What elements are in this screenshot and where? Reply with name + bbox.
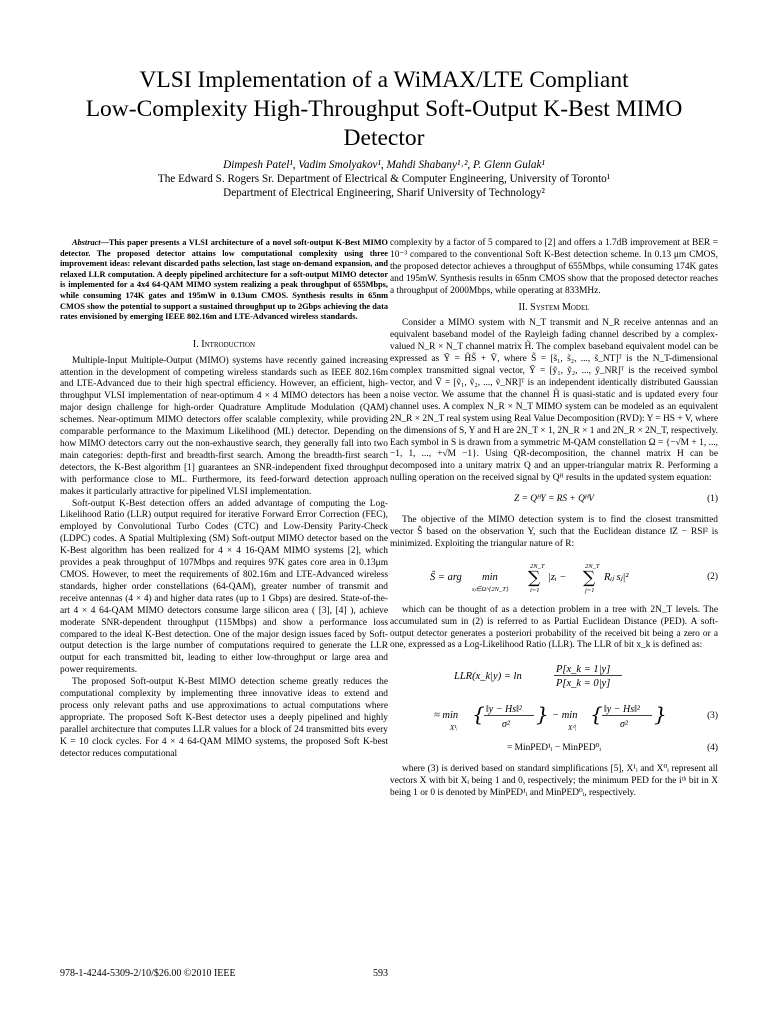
eq3-brace-close-1: } [536, 702, 549, 727]
eq3-brace-open-1: { [472, 702, 485, 727]
equation-3 [390, 700, 718, 734]
right-paragraph-continued: complexity by a factor of 5 compared to [2] and offers a 1.7dB improvement at BER = 10⁻³ compared to the conventional Soft K-Best detection scheme. In 0.13 μm CMOS, the proposed detector achieves a throughput of 655Mbps, while consuming 174K gates and 195mW. Synthesis results in 65nm CMOS show that the proposed detector reaches a throughput of 2000Mbps, while operating at 833MHz. [390, 238, 718, 296]
eq2-sum2-top: 2N_T [585, 562, 600, 570]
equation-3-number: (3) [707, 711, 718, 722]
llr-numerator: P[x_k = 1|y] [556, 664, 611, 676]
equation-3-graphic [434, 700, 674, 734]
section-heading-system-model: II. System Model [518, 301, 590, 313]
abstract [60, 238, 388, 323]
equation-1-body: Z = QᴴY = RS + QᴴV [514, 494, 594, 505]
eq3-sub1: X¹ᵢ [450, 724, 458, 733]
author-names: Dimpesh Patel¹, Vadim Smolyakov¹, Mahdi Shabany¹˒², P. Glenn Gulak¹ [223, 159, 545, 171]
system-paragraph-3: which can be thought of as a detection problem in a tree with 2N_T levels. The accumulated sum in (2) is referred to as Partial Euclidean Distance (PED). A soft-output detector generates a posteriori probability of the received bit being a zero or a one, expressed as a Log-Likelihood Ratio (LLR). The LLR of bit x_k is defined as: [390, 604, 718, 651]
eq3-frac1-denominator: σ² [502, 719, 510, 731]
system-paragraph-4: where (3) is derived based on standard simplifications [5], X¹ᵢ and X⁰ᵢ represent all vectors X with bit Xᵢ being 1 and 0, respectively; the minimum PED for the iᵗʰ bit in X being 1 or 0 is denoted by MinPED¹ᵢ and MinPED⁰ᵢ, respectively. [390, 764, 718, 799]
eq3-frac2-numerator: ‖y − Hs‖² [604, 704, 640, 716]
equation-4 [390, 743, 718, 755]
eq2-sum2-bottom: j=1 [585, 586, 595, 594]
author-block [40, 158, 728, 200]
eq2-body: |zᵢ − [548, 571, 567, 583]
equation-4-number: (4) [707, 743, 718, 754]
left-column [60, 238, 388, 760]
paper-title [40, 66, 728, 153]
eq3-minus-min: − min [552, 710, 578, 722]
eq3-brace-open-2: { [590, 702, 603, 727]
section-heading-introduction: I. Introduction [192, 338, 256, 350]
equation-llr [390, 661, 718, 691]
eq3-frac1-numerator: ‖y − Hs‖² [486, 704, 522, 716]
equation-2 [390, 560, 718, 596]
footer-copyright: 978-1-4244-5309-2/10/$26.00 ©2010 IEEE [60, 968, 236, 979]
equation-2-graphic [424, 560, 684, 596]
equation-1-number: (1) [707, 494, 718, 505]
eq3-approx-min: ≈ min [434, 710, 459, 722]
eq3-brace-close-2: } [654, 702, 667, 727]
equation-1 [390, 494, 718, 506]
eq2-sum1-top: 2N_T [530, 562, 545, 570]
system-paragraph-2: The objective of the MIMO detection system is to find the closest transmitted vector Ŝ based on the observation Y, such that the Euclidean distance ‖Z − RS‖² is minimized. Exploiting the triangular nature of R: [390, 515, 718, 549]
intro-paragraph-3: The proposed Soft-output K-Best MIMO detection scheme greatly reduces the computational complexity by implementing three innovative ideas to extend and process only relevant paths and use approximations to actual computations where appropriate. The proposed Soft K-Best detector uses a deeply pipelined and highly parallel architecture that computes LLR values for a block of 24 transmitted bits every K = 10 clock cycles. For 4 × 4 64-QAM MIMO systems, the proposed Soft K-best detector reduces computational [60, 677, 388, 759]
abstract-label: Abstract— [72, 238, 109, 247]
eq3-frac2-denominator: σ² [620, 719, 628, 731]
equation-2-number: (2) [707, 571, 718, 582]
affiliation-1: The Edward S. Rogers Sr. Department of Electrical & Computer Engineering, University of Toronto¹ [157, 173, 611, 185]
title-line-1: VLSI Implementation of a WiMAX/LTE Compliant [139, 67, 629, 93]
eq2-sum1-symbol: ∑ [528, 567, 541, 588]
eq2-sum2-symbol: ∑ [583, 567, 596, 588]
title-line-2: Low-Complexity High-Throughput Soft-Output K-Best MIMO [85, 96, 683, 122]
eq2-sum1-bottom: i=1 [530, 586, 540, 594]
equation-llr-graphic [454, 661, 654, 691]
eq2-body2: Rᵢⱼ sⱼ|² [604, 571, 629, 583]
eq2-min: min [482, 571, 498, 583]
eq3-sub0: X⁰ᵢ [568, 724, 577, 733]
intro-paragraph-2: Soft-output K-Best detection offers an added advantage of computing the Log-Likelihood Ratio (LLR) output required for iterative Forward Error Correction (FEC), employed by Convolutional Turbo Codes (CTC) and Low-Density Parity-Check (LDPC) codes. A Spatial Multiplexing (SM) Soft-output MIMO detector based on the K-Best algorithm has been realized for 4 × 4 16-QAM MIMO systems [2], which provides a peak throughput of 107Mbps and requires 97K gates core area in 0.13μm CMOS. However, to meet the requirements of 802.16m and LTE-Advanced wireless standards, higher order constellations (64-QAM), greater number of transmit and receive antennas (4 × 4) and higher data rates (up to 1 Gbps) are desired. State-of-the-art 4 × 4 64-QAM MIMO detectors consume large silicon area ( [3], [4] ), achieve moderate SNR-dependent throughput (115Mbps) and show a performance loss compared to the ideal K-Best detection. One of the major design issues faced by Soft-output detection is the large number of computations required to generate the LLR output for each transmitted bit, leading to either low-throughput or large area and power requirements. [60, 498, 388, 676]
page-number: 593 [373, 968, 388, 979]
llr-denominator: P[x_k = 0|y] [556, 678, 611, 690]
eq2-lhs: Ŝ = arg [430, 571, 462, 583]
llr-lhs: LLR(x_k|y) = ln [454, 671, 522, 683]
intro-paragraph-1: Multiple-Input Multiple-Output (MIMO) systems have recently gained increasing attention in the development of competing wireless standards such as IEEE 802.16m and LTE-Advanced due to their high spectral efficiency. However, an efficient, high-throughput VLSI implementation of near-optimum 4 × 4 MIMO detectors has been a major design challenge for high-order Quadrature Amplitude Modulation (QAM) schemes. Near-optimum MIMO detectors offer scalable complexity, while providing comparable performance to the Maximum Likelihood (ML) detector. Depending on how MIMO detectors carry out the non-exhaustive search, they generally fall into two main categories: depth-first and breadth-first search. Among the breadth-first search detectors, the K-Best algorithm [1] guarantees an SNR-independent fixed throughput with performance close to ML. Furthermore, its feed-forward detection approach makes it particularly attractive for pipelined VLSI implementation. [60, 355, 388, 497]
abstract-text: This paper presents a VLSI architecture of a novel soft-output K-Best MIMO detector. The proposed detector attains low computational complexity using three improvement ideas: relevant discarded paths selection, last stage on-demand expansion, and relaxed LLR computation. A deeply pipelined architecture for a soft-output MIMO detector is implemented for a 4x4 64-QAM MIMO system realizing a peak throughput of 655Mbps, while consuming 174K gates and 195mW in 0.13um CMOS. Synthesis results in 65nm CMOS show the potential to support a sustained throughput up to 2Gbps achieving the data rates envisioned by emerging IEEE 802.16m and LTE-Advanced wireless standards. [60, 238, 388, 322]
eq2-subscript: sⱼ∈Ω^{2N_T} [472, 585, 509, 593]
system-paragraph-1: Consider a MIMO system with N_T transmit and N_R receive antennas and an equivalent baseband model of the Rayleigh fading channel described by a complex-valued N_R × N_T channel matrix H̃. The complex baseband equivalent model can be expressed as Ỹ = H̃S̃ + Ṽ, where S̃ = [s̃₁, s̃₂, ..., s̃_NT]ᵀ is the N_T-dimensional complex transmitted signal vector, Ỹ = [ỹ₁, ỹ₂, ..., ỹ_NR]ᵀ is the received symbol vector, and Ṽ = [ṽ₁, ṽ₂, ..., ṽ_NR]ᵀ is an independent identically distributed Gaussian noise vector. We assume that the channel H̃ is quasi-static and is updated every four channel uses. A complex N_R × N_T MIMO system can be modeled as an equivalent 2N_R × 2N_T real system using Real Value Decomposition (RVD): Y = HS + V, where the dimensions of S, Y and H are 2N_T × 1, 2N_R × 1 and 2N_R × 2N_T, respectively. Each symbol in S is drawn from a symmetric M-QAM constellation Ω = {−√M + 1, ..., −1, 1, ..., +√M −1}. Using QR-decomposition, the channel matrix H can be decomposed into a unitary matrix Q and an upper-triangular matrix R. Performing a nulling operation on the received signal by Qᴴ results in the updated system equation: [390, 318, 718, 484]
title-line-3: Detector [343, 125, 425, 151]
affiliation-2: Department of Electrical Engineering, Sharif University of Technology² [223, 187, 545, 199]
equation-4-body: = MinPED¹ᵢ − MinPED⁰ᵢ [507, 743, 601, 754]
right-column [390, 238, 718, 800]
